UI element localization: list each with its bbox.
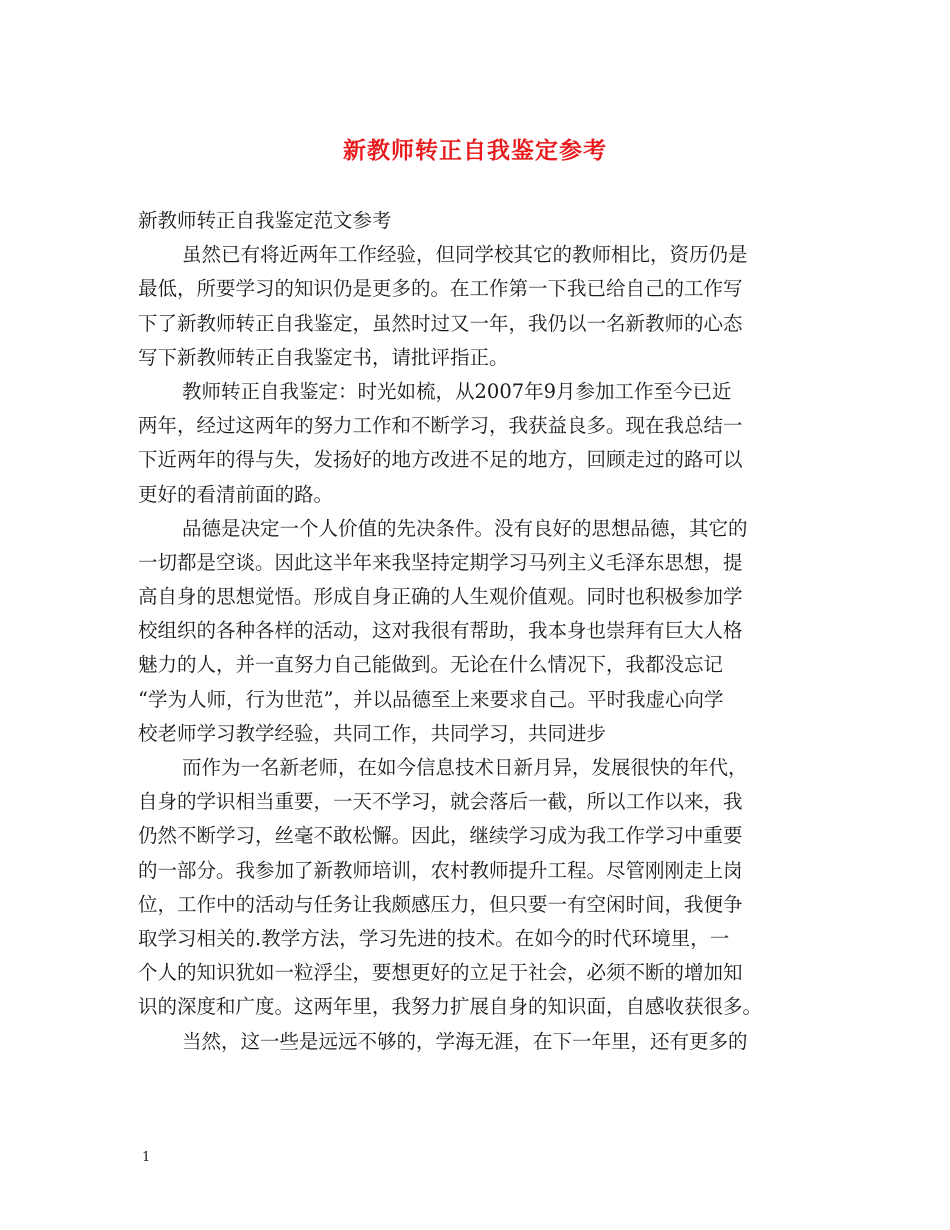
text-line: 两年，经过这两年的努力工作和不断学习，我获益良多。现在我总结一: [138, 414, 743, 438]
text-line: 位，工作中的活动与任务让我颇感压力，但只要一有空闲时间，我便争: [138, 892, 743, 916]
text-line: 教师转正自我鉴定：时光如梳，从2007年9月参加工作至今已近: [182, 379, 732, 403]
text-line: 高自身的思想觉悟。形成自身正确的人生观价值观。同时也积极参加学: [138, 585, 743, 609]
page-number: 1: [142, 1150, 151, 1165]
text-line: 魅力的人，并一直努力自己能做到。无论在什么情况下，我都没忘记: [138, 653, 724, 677]
text-line: 的一部分。我参加了新教师培训，农村教师提升工程。尽管刚刚走上岗: [138, 858, 743, 882]
text-line: 写下新教师转正自我鉴定书，请批评指正。: [138, 345, 509, 369]
text-line: 取学习相关的.教学方法，学习先进的技术。在如今的时代环境里，一: [138, 926, 730, 950]
text-line: 校组织的各种各样的活动，这对我很有帮助，我本身也崇拜有巨大人格: [138, 619, 743, 643]
text-line: 下了新教师转正自我鉴定，虽然时过又一年，我仍以一名新教师的心态: [138, 311, 743, 335]
text-line: 一切都是空谈。因此这半年来我坚持定期学习马列主义毛泽东思想，提: [138, 550, 743, 574]
document-title: 新教师转正自我鉴定参考: [343, 137, 607, 164]
text-line: 识的深度和广度。这两年里，我努力扩展自身的知识面，自感收获很多。: [138, 995, 763, 1019]
text-line: 仍然不断学习，丝毫不敢松懈。因此，继续学习成为我工作学习中重要: [138, 824, 743, 848]
text-line: 最低，所要学习的知识仍是更多的。在工作第一下我已给自己的工作写: [138, 277, 743, 301]
text-line: 而作为一名新老师，在如今信息技术日新月异，发展很快的年代，: [182, 756, 748, 779]
document-body: [138, 204, 818, 1059]
text-line: “学为人师，行为世范”，并以品德至上来要求自己。平时我虚心向学: [138, 687, 724, 711]
text-line: 下近两年的得与失，发扬好的地方改进不足的地方，回顾走过的路可以: [138, 448, 743, 472]
text-line: 校老师学习教学经验，共同工作，共同学习，共同进步: [138, 721, 607, 745]
text-line: 虽然已有将近两年工作经验，但同学校其它的教师相比，资历仍是: [182, 243, 748, 267]
text-line: 自身的学识相当重要，一天不学习，就会落后一截，所以工作以来，我: [138, 790, 743, 814]
text-line: 新教师转正自我鉴定范文参考: [138, 209, 392, 232]
text-line: 品德是决定一个人价值的先决条件。没有良好的思想品德，其它的: [182, 516, 748, 540]
text-line: 当然，这一些是远远不够的，学海无涯，在下一年里，还有更多的: [182, 1029, 748, 1053]
text-line: 个人的知识犹如一粒浮尘，要想更好的立足于社会，必须不断的增加知: [138, 961, 743, 985]
text-line: 更好的看清前面的路。: [138, 482, 334, 506]
